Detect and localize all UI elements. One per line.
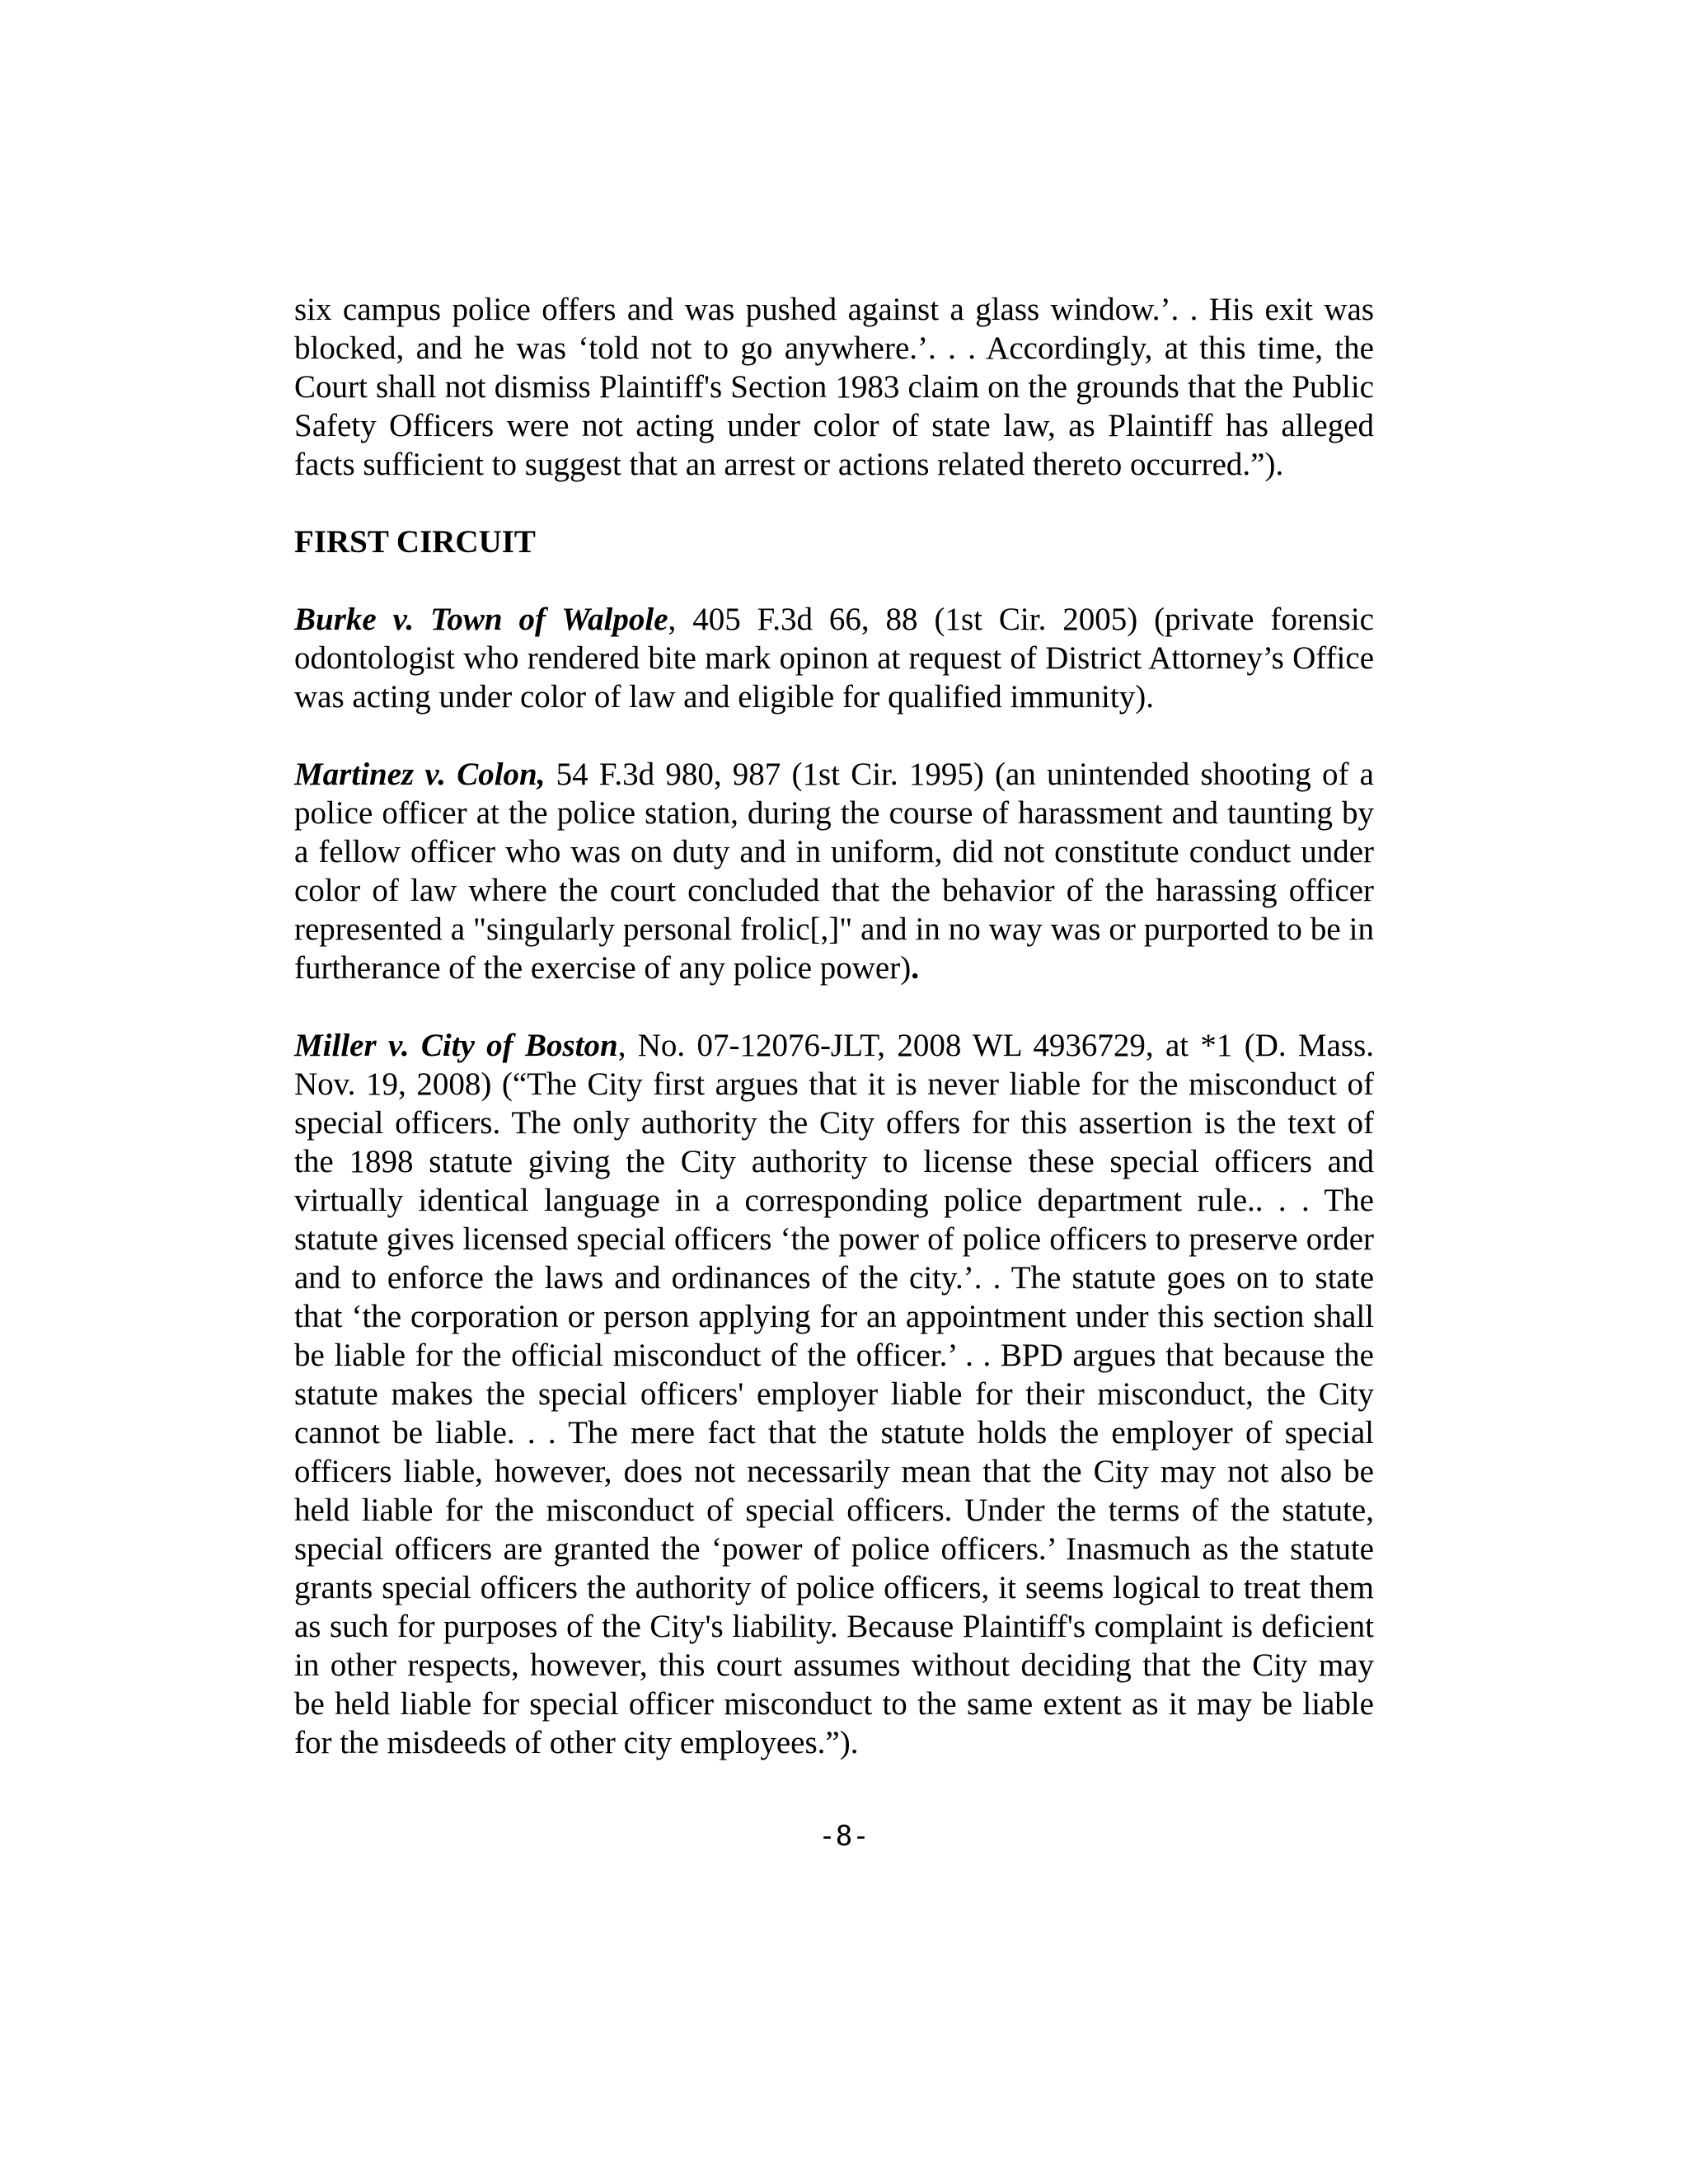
page-number: -8- xyxy=(818,1820,870,1853)
document-body xyxy=(294,290,1374,1801)
case-entry-burke xyxy=(294,600,1374,716)
case-citation-text: 54 F.3d 980, 987 (1st Cir. 1995) (an unintended shooting of a police officer at the police station, during the course of harassment and taunting by a fellow officer who was on duty and in uniform, did not constitute conduct under color of law where the court concluded that the behavior of the harassing officer represented a "singularly personal frolic[,]" and in no way was or purported to be in furtherance of the exercise of any police power) xyxy=(294,757,1374,986)
continuation-paragraph: six campus police offers and was pushed against a glass window.’. . His exit was blocked, and he was ‘told not to go anywhere.’. . . Accordingly, at this time, the Court shall not dismiss Plaintiff's Section 1983 claim on the grounds that the Public Safety Officers were not acting under color of state law, as Plaintiff has alleged facts sufficient to suggest that an arrest or actions related thereto occurred.”). xyxy=(294,292,1374,482)
case-name: Burke v. Town of Walpole xyxy=(294,602,668,637)
case-name: Martinez v. Colon, xyxy=(294,757,546,792)
case-citation-text: , 405 F.3d 66, 88 (1st Cir. 2005) (private forensic odontologist who rendered bite mark opinon at request of District Attorney’s Office was acting under color of law and eligible for qualified immunity). xyxy=(294,602,1374,715)
case-name: Miller v. City of Boston xyxy=(294,1028,618,1063)
case-entry-martinez xyxy=(294,755,1374,987)
section-heading: FIRST CIRCUIT xyxy=(294,524,536,560)
case-entry-miller xyxy=(294,1026,1374,1762)
bold-period: . xyxy=(911,950,919,986)
case-citation-text: , No. 07-12076-JLT, 2008 WL 4936729, at *1 (D. Mass. Nov. 19, 2008) (“The City first argues that it is never liable for the misconduct of special officers. The only authority the City offers for this assertion is the text of the 1898 statute giving the City authority to license these special officers and virtually identical language in a corresponding police department rule.. . . The statute gives licensed special officers ‘the power of police officers to preserve order and to enforce the laws and ordinances of the city.’. . The statute goes on to state that ‘the corporation or person applying for an appointment under this section shall be liable for the official misconduct of the officer.’ . . BPD argues that because the statute makes the special officers' employer liable for their misconduct, the City cannot be liable. . . The mere fact that the statute holds the employer of special officers liable, however, does not necessarily mean that the City may not also be held liable for the misconduct of special officers. Under the terms of the statute, special officers are granted the ‘power of police officers.’ Inasmuch as the statute grants special officers the authority of police officers, it seems logical to treat them as such for purposes of the City's liability. Because Plaintiff's complaint is deficient in other respects, however, this court assumes without deciding that the City may be held liable for special officer misconduct to the same extent as it may be liable for the misdeeds of other city employees.”). xyxy=(294,1028,1374,1760)
